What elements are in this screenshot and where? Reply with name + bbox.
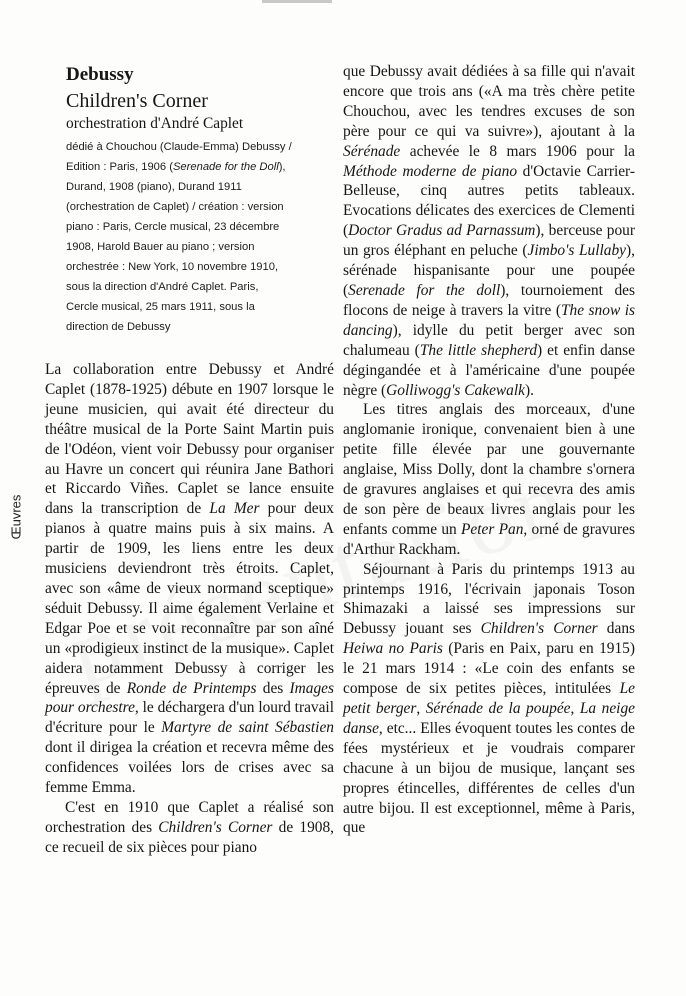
meta-line: Cercle musical, 25 mars 1911, sous la <box>66 301 255 313</box>
left-column-body <box>45 360 334 858</box>
meta-line: (orchestration de Caplet) / création : version <box>66 201 284 213</box>
scan-edge-mark <box>262 0 332 3</box>
body-paragraph: Séjournant à Paris du printemps 1913 au printemps 1916, l'écrivain japonais Toson Shimazaki a laissé ses impressions sur Debussy jouant ses Children's Corner dans Heiwa no Paris (Paris en Paix, paru en 1915) le 21 mars 1914 : «Le coin des enfants se compose de six petites pièces, intitulées Le petit berger, Sérénade de la poupée, La neige danse, etc... Elles évoquent toutes les contes de fées mystérieux et je voudrais comparer chacune à un bijou de musique, lançant ses propres étincelles, différentes de celles d'un autre bijou. Il est exceptionnel, même à Paris, que <box>343 560 635 837</box>
meta-line: direction de Debussy <box>66 321 171 333</box>
side-section-label: Œuvres <box>8 494 24 540</box>
meta-line: 1908, Harold Bauer au piano ; version <box>66 241 255 253</box>
meta-line: sous la direction d'André Caplet. Paris, <box>66 281 259 293</box>
composer-title: Debussy <box>66 64 134 85</box>
meta-line: Durand, 1908 (piano), Durand 1911 <box>66 181 242 193</box>
orchestration-credit: orchestration d'André Caplet <box>66 115 244 132</box>
work-title: Children's Corner <box>66 90 208 112</box>
body-paragraph: que Debussy avait dédiées à sa fille qui n'avait encore que trois ans («A ma très chère petite Chouchou, avec les tendres excuses de son père pour ce qui va suivre»), ajoutant à la Sérénade achevée le 8 mars 1906 pour la Méthode moderne de piano d'Octavie Carrier-Belleuse, cinq autres petits tableaux. Evocations délicates des exercices de Clementi (Doctor Gradus ad Parnassum), berceuse pour un gros éléphant en peluche (Jimbo's Lullaby), sérénade hispanisante pour une poupée (Serenade for the doll), tournoiement des flocons de neige à travers la vitre (The snow is dancing), idylle du petit berger avec son chalumeau (The little shepherd) et enfin danse dégingandée et à l'américaine d'une poupée nègre (Golliwogg's Cakewalk). <box>343 63 635 399</box>
body-paragraph: La collaboration entre Debussy et André Caplet (1878-1925) débute en 1907 lorsque le jeune musicien, qui avait été directeur du théâtre musical de la Porte Saint Martin puis de l'Odéon, vient voir Debussy pour organiser au Havre un concert qui réunira Jane Bathori et Riccardo Viñes. Caplet se lance ensuite dans la transcription de La Mer pour deux pianos à quatre mains puis à six mains. A partir de 1909, les liens entre les deux musiciens deviendront très étroits. Caplet, avec son «âme de vieux normand sceptique» séduit Debussy. Il aime également Verlaine et Edgar Poe et se voit reconnaître par son aîné un «prodigieux instinct de la musique». Caplet aidera notamment Debussy à corriger les épreuves de Ronde de Printemps des Images pour orchestre, le déchargera d'un lourd travail d'écriture pour le Martyre de saint Sébastien dont il dirigea la création et recevra même des confidences voilées lors de crises avec sa femme Emma. <box>45 361 334 797</box>
meta-line: piano : Paris, Cercle musical, 23 décembre <box>66 221 280 233</box>
body-paragraph: C'est en 1910 que Caplet a réalisé son orchestration des Children's Corner de 1908, ce recueil de six pièces pour piano <box>45 798 335 856</box>
right-column-body <box>343 62 635 838</box>
side-label-container <box>4 472 28 562</box>
meta-line: dédié à Chouchou (Claude-Emma) Debussy / <box>66 141 292 153</box>
work-header <box>66 62 336 337</box>
meta-line: orchestrée : New York, 10 novembre 1910, <box>66 261 279 273</box>
body-paragraph: Les titres anglais des morceaux, d'une anglomanie ironique, convenaient bien à une petite fille élevée par une gouvernante anglaise, Miss Dolly, dont la chambre s'ornera de gravures anglaises et qui recevra des amis de son père de beaux livres anglais pour les enfants comme un Peter Pan, orné de gravures d'Arthur Rackham. <box>343 401 635 558</box>
meta-line: Edition : Paris, 1906 (Serenade for the Doll), <box>66 161 286 173</box>
work-metadata <box>66 137 336 337</box>
